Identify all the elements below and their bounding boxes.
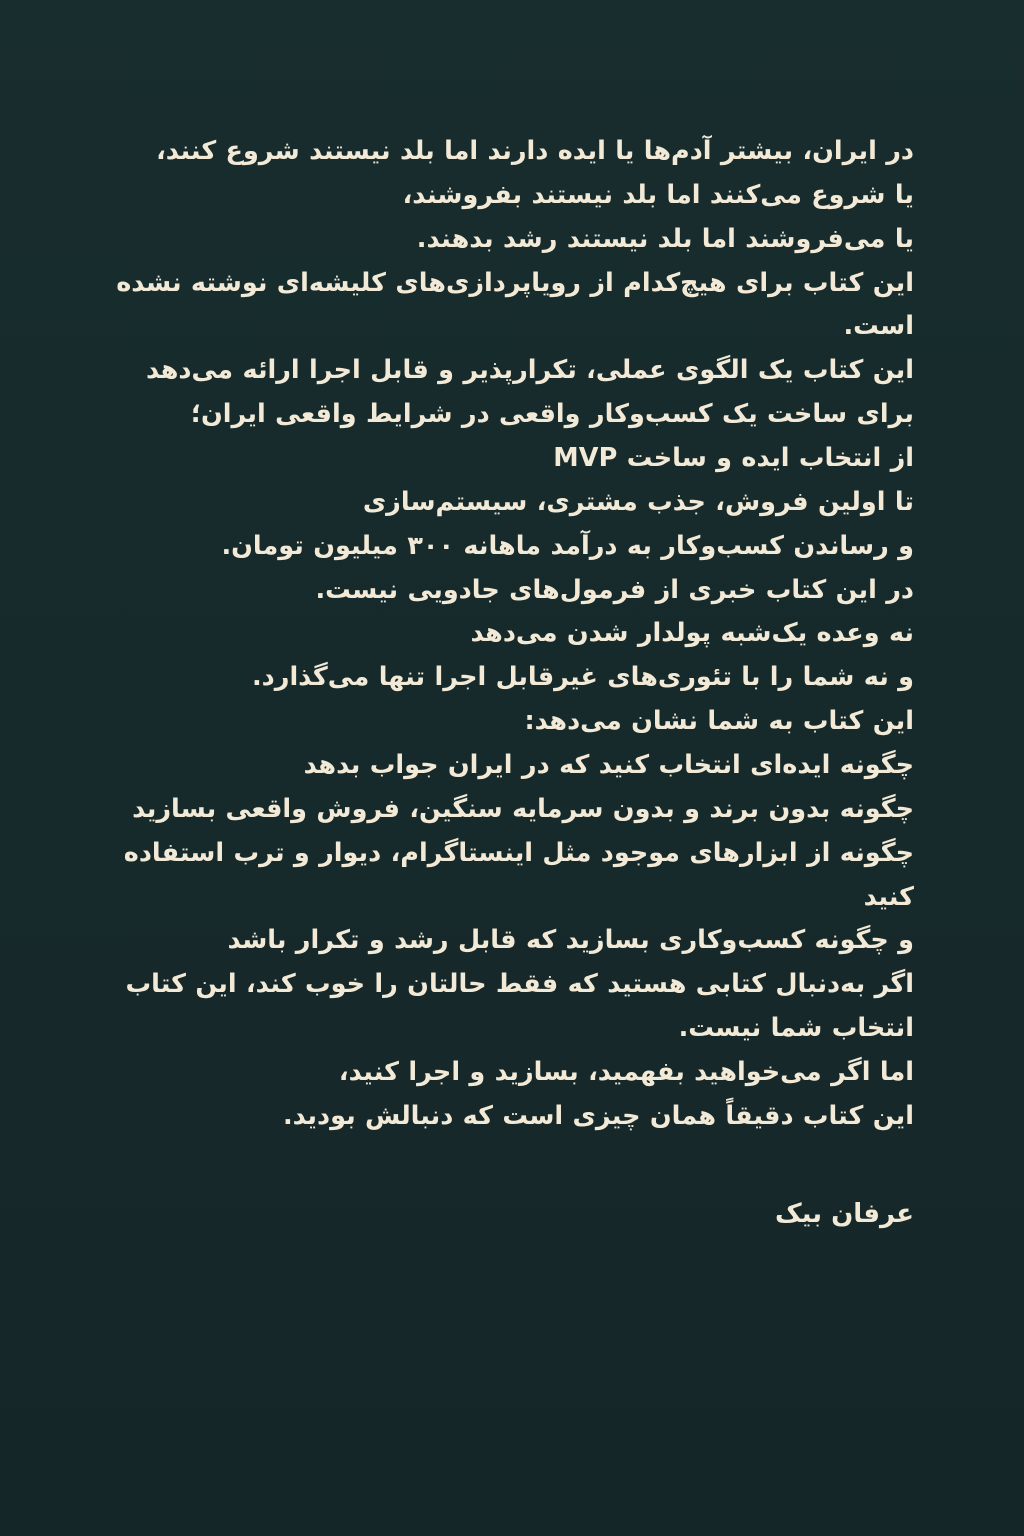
body-line: این کتاب یک الگوی عملی، تکرارپذیر و قابل اجرا ارائه می‌دهد: [146, 355, 914, 386]
body-line: این کتاب دقیقاً همان چیزی است که دنبالش بودید.: [283, 1100, 914, 1131]
body-line: تا اولین فروش، جذب مشتری، سیستم‌سازی: [362, 486, 914, 517]
author-signature: عرفان بیک: [775, 1198, 914, 1229]
body-line: یا می‌فروشند اما بلد نیستند رشد بدهند.: [416, 223, 914, 254]
body-line: از انتخاب ایده و ساخت MVP: [553, 443, 914, 474]
body-line: و رساندن کسب‌وکار به درآمد ماهانه ۳۰۰ میلیون تومان.: [221, 530, 914, 561]
body-line: اگر به‌دنبال کتابی هستید که فقط حالتان را خوب کند، این کتاب انتخاب شما نیست.: [125, 969, 914, 1044]
body-line: و نه شما را با تئوری‌های غیرقابل اجرا تنها می‌گذارد.: [251, 662, 914, 693]
body-line: این کتاب برای هیچ‌کدام از رویاپردازی‌های کلیشه‌ای نوشته نشده است.: [116, 267, 914, 342]
body-line: در این کتاب خبری از فرمول‌های جادویی نیست.: [315, 574, 914, 605]
body-line: در ایران، بیشتر آدم‌ها یا ایده دارند اما بلد نیستند شروع کنند،: [156, 136, 914, 166]
document-body: [110, 130, 914, 1139]
body-line: و چگونه کسب‌وکاری بسازید که قابل رشد و تکرار باشد: [227, 925, 914, 956]
body-line: اما اگر می‌خواهید بفهمید، بسازید و اجرا کنید،: [338, 1057, 914, 1088]
body-line: نه وعده یک‌شبه پولدار شدن می‌دهد: [470, 618, 914, 649]
body-line: چگونه بدون برند و بدون سرمایه سنگین، فروش واقعی بسازید: [132, 793, 914, 824]
body-line: یا شروع می‌کنند اما بلد نیستند بفروشند،: [402, 179, 914, 210]
body-line: چگونه ایده‌ای انتخاب کنید که در ایران جواب بدهد: [303, 750, 914, 781]
body-line: برای ساخت یک کسب‌وکار واقعی در شرایط واقعی ایران؛: [190, 399, 914, 430]
body-line: چگونه از ابزارهای موجود مثل اینستاگرام، دیوار و ترب استفاده کنید: [123, 837, 914, 912]
body-line: این کتاب به شما نشان می‌دهد:: [524, 706, 914, 737]
